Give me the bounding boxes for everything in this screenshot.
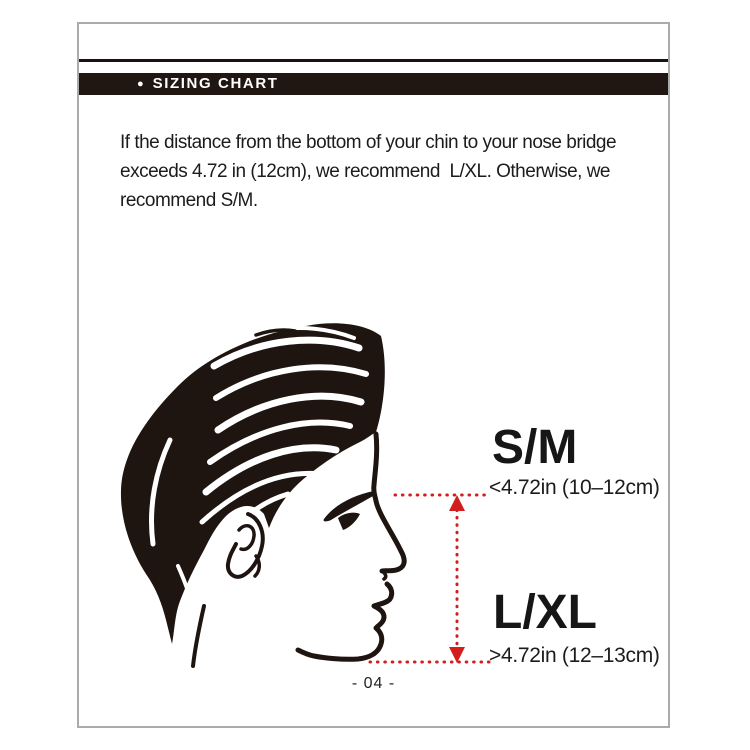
size-measurement-sm: <4.72in (10–12cm) — [489, 476, 660, 499]
sizing-chart-card — [77, 22, 670, 728]
divider-rule — [79, 59, 668, 62]
intro-text — [120, 128, 616, 215]
section-header — [79, 73, 668, 95]
size-label-sm: S/M — [492, 421, 578, 474]
page-number: - 04 - — [351, 675, 396, 692]
bullet-icon: ● — [137, 78, 144, 90]
nostril-detail — [382, 571, 386, 579]
face-profile-chin — [298, 584, 392, 659]
arrow-up-icon — [449, 495, 465, 511]
section-title: SIZING CHART — [152, 75, 279, 92]
size-measurement-lxl: >4.72in (12–13cm) — [489, 644, 660, 667]
face-profile-nose — [374, 434, 404, 571]
eye-shape — [338, 513, 360, 530]
size-label-lxl: L/XL — [493, 586, 597, 639]
intro-line-1: If the distance from the bottom of your chin to your nose bridge — [120, 132, 617, 153]
intro-line-3: recommend S/M. — [120, 190, 258, 211]
intro-line-2: exceeds 4.72 in (12cm), we recommend L/XL. Otherwise, we — [120, 161, 611, 182]
head-profile-illustration — [112, 322, 432, 682]
arrow-down-icon — [449, 647, 465, 663]
